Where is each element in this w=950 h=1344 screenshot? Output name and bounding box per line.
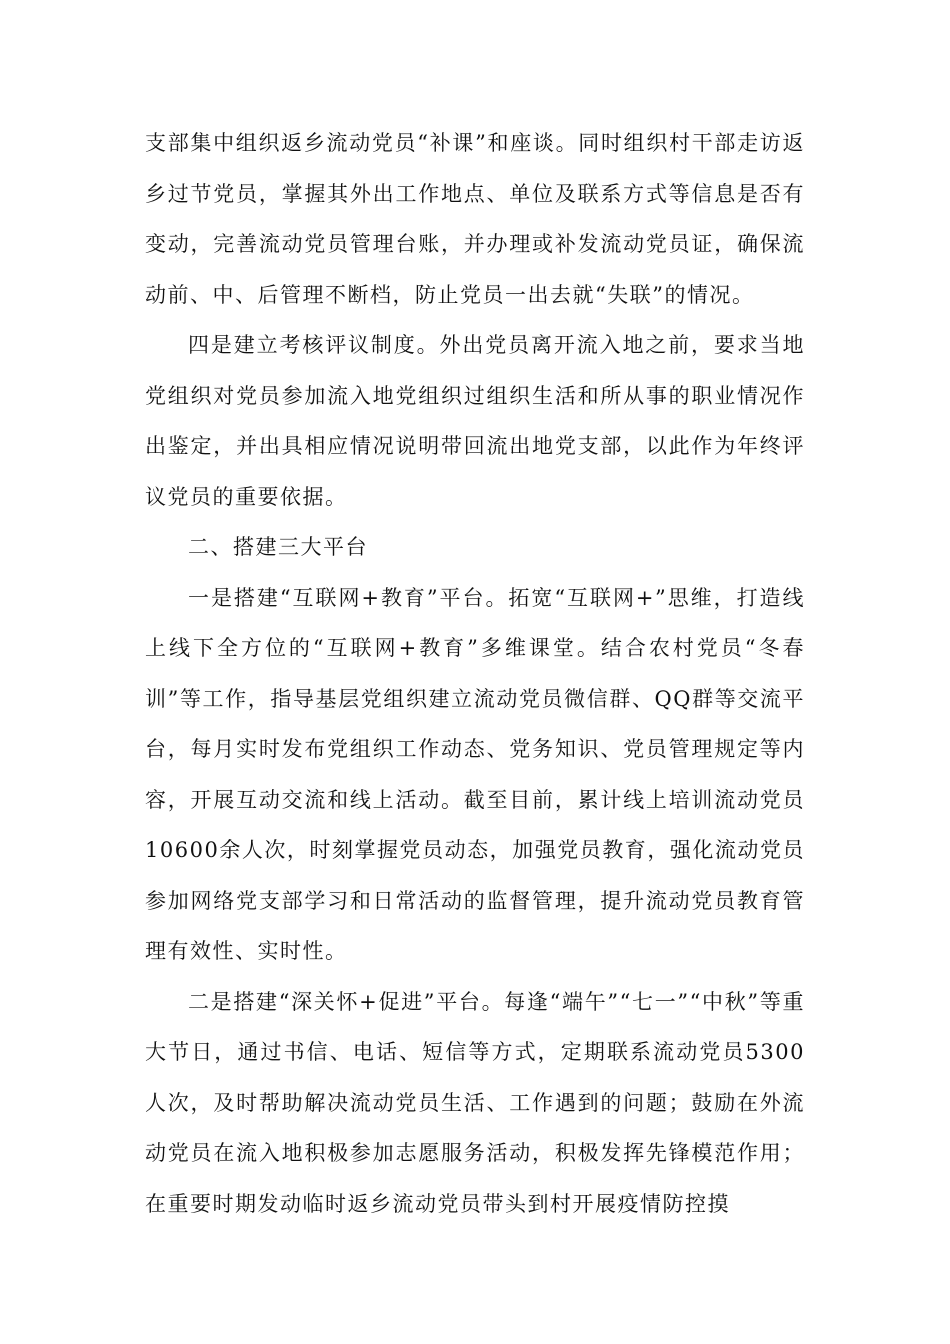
paragraph-4: 二是搭建“深关怀+促进”平台。每逢“端午”“七一”“中秋”等重大节日，通过书信、电话、短信等方式，定期联系流动党员5300人次，及时帮助解决流动党员生活、工作遇到的问题；鼓励在外流动党员在流入地积极参加志愿服务活动，积极发挥先锋模范作用；在重要时期发动临时返乡流动党员带头到村开展疫情防控摸 — [145, 989, 805, 1216]
document-page — [145, 118, 805, 1229]
paragraph-3: 一是搭建“互联网+教育”平台。拓宽“互联网+”思维，打造线上线下全方位的“互联网+教育”多维课堂。结合农村党员“冬春训”等工作，指导基层党组织建立流动党员微信群、QQ群等交流平台，每月实时发布党组织工作动态、党务知识、党员管理规定等内容，开展互动交流和线上活动。截至目前，累计线上培训流动党员10600余人次，时刻掌握党员动态，加强党员教育，强化流动党员参加网络党支部学习和日常活动的监督管理，提升流动党员教育管理有效性、实时性。 — [145, 585, 805, 963]
paragraph-2: 四是建立考核评议制度。外出党员离开流入地之前，要求当地党组织对党员参加流入地党组织过组织生活和所从事的职业情况作出鉴定，并出具相应情况说明带回流出地党支部，以此作为年终评议党员的重要依据。 — [145, 333, 805, 509]
section-heading: 二、搭建三大平台 — [188, 535, 368, 559]
paragraph-1: 支部集中组织返乡流动党员“补课”和座谈。同时组织村干部走访返乡过节党员，掌握其外出工作地点、单位及联系方式等信息是否有变动，完善流动党员管理台账，并办理或补发流动党员证，确保流动前、中、后管理不断档，防止党员一出去就“失联”的情况。 — [145, 131, 805, 307]
